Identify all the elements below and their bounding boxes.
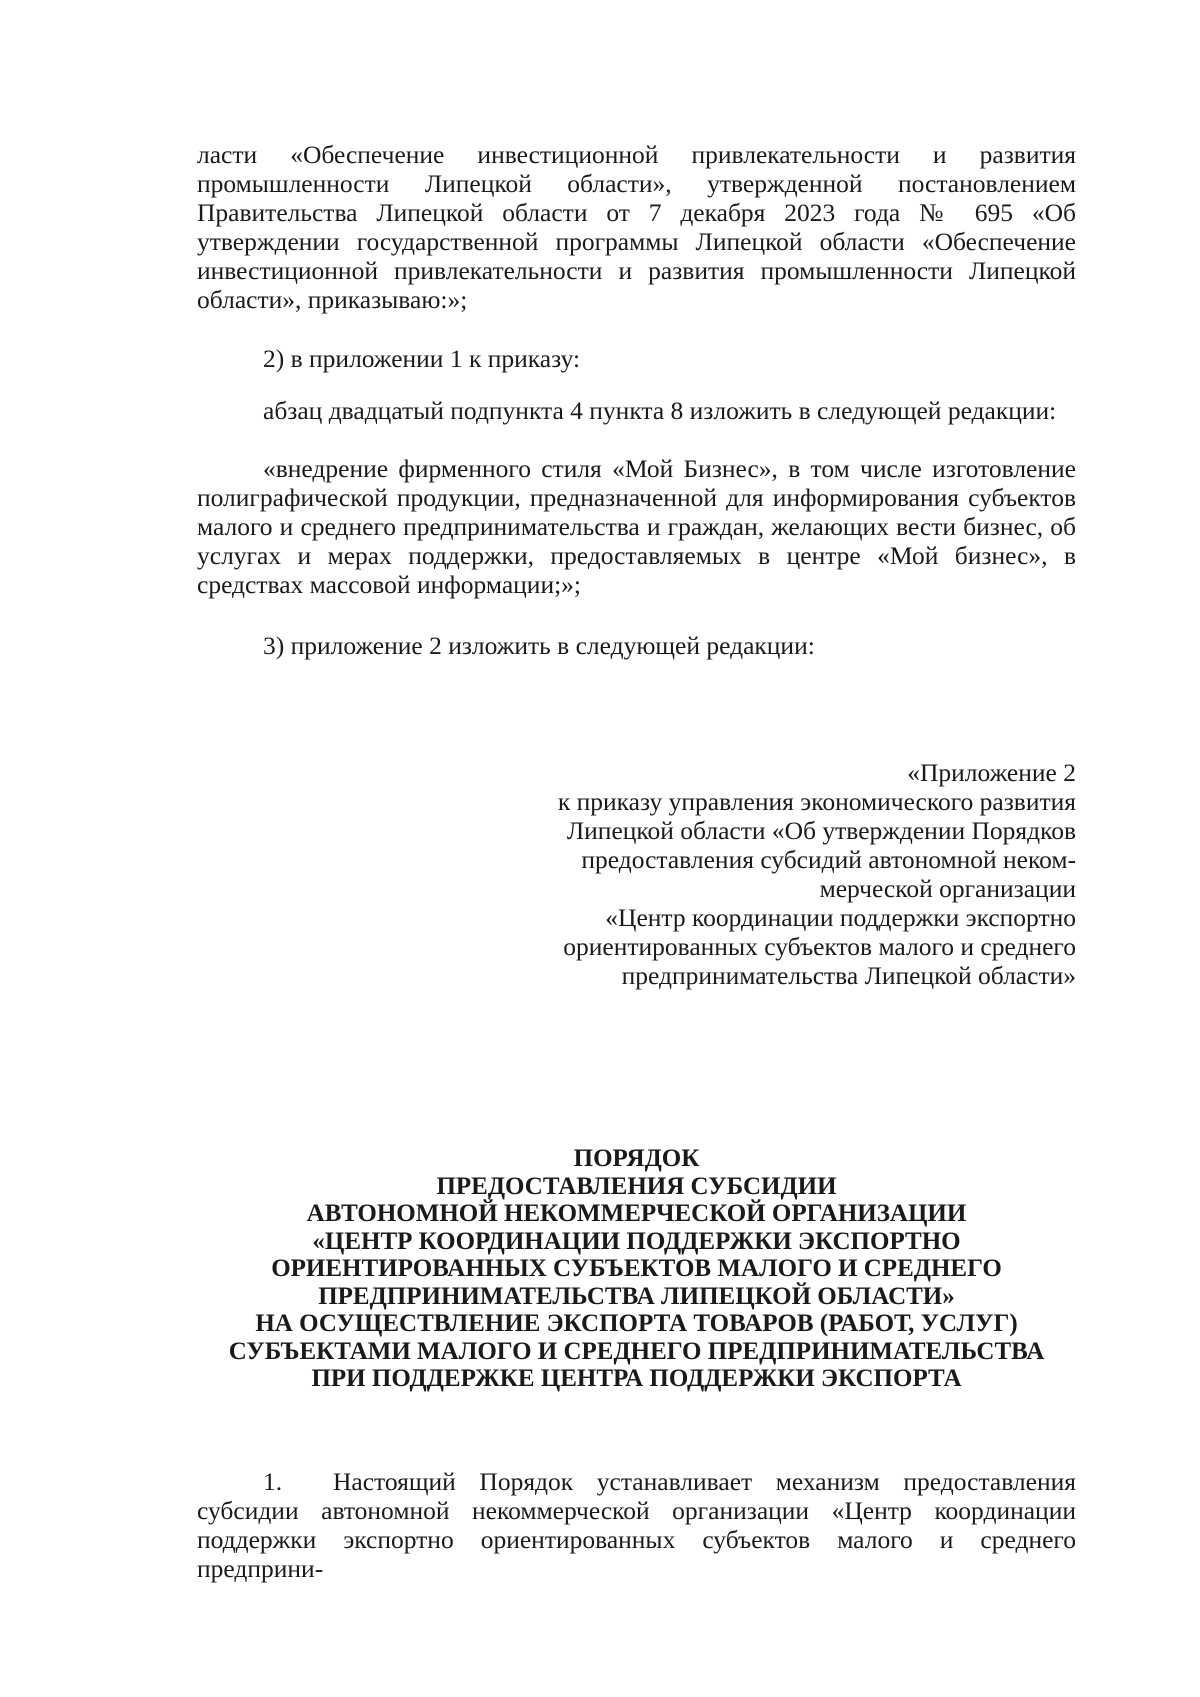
clause-1-number: 1. (263, 1467, 283, 1496)
clause-1-paragraph (197, 1467, 1076, 1583)
appendix-line: «Приложение 2 (907, 758, 1076, 787)
appendix-line: мерческой организации (819, 874, 1076, 903)
title-line: «ЦЕНТР КООРДИНАЦИИ ПОДДЕРЖКИ ЭКСПОРТНО (312, 1227, 961, 1255)
title-line: ПОРЯДОК (573, 1145, 700, 1172)
title-line: ПРИ ПОДДЕРЖКЕ ЦЕНТРА ПОДДЕРЖКИ ЭКСПОРТА (311, 1365, 962, 1392)
item-2-heading: 2) в приложении 1 к приказу: (263, 344, 581, 373)
title-line: СУБЪЕКТАМИ МАЛОГО И СРЕДНЕГО ПРЕДПРИНИМАТЕЛЬСТВА (228, 1337, 1045, 1365)
appendix-line: предоставления субсидий автономной неком- (581, 845, 1076, 874)
item-2-paragraph: абзац двадцатый подпункта 4 пункта 8 изложить в следующей редакции: (263, 396, 1057, 425)
appendix-line: «Центр координации поддержки экспортно (605, 903, 1076, 932)
clause-1-text: Настоящий Порядок устанавливает механизм предоставления субсидии автономной некоммерческой организации «Центр координации поддержки экспортно ориентированных субъектов малого и среднего предприни- (197, 1467, 1076, 1583)
item-2-quote: «внедрение фирменного стиля «Мой Бизнес», в том числе изготовление полиграфической продукции, предназначенной для информирования субъектов малого и среднего предпринимательства и граждан, желающих вести бизнес, об услугах и мерах поддержки, предоставляемых в центре «Мой бизнес», в средствах массовой информации;»; (197, 454, 1076, 599)
appendix-line: Липецкой области «Об утверждении Порядков (566, 816, 1076, 845)
appendix-line: ориентированных субъектов малого и среднего (563, 932, 1076, 961)
title-line: НА ОСУЩЕСТВЛЕНИЕ ЭКСПОРТА ТОВАРОВ (РАБОТ, УСЛУГ) (255, 1310, 1018, 1337)
intro-continuation-paragraph: ласти «Обеспечение инвестиционной привлекательности и развития промышленности Липецкой области», утвержденной постановлением Правительства Липецкой области от 7 декабря 2023 года № 695 «Об утверждении государственной программы Липецкой области «Обеспечение инвестиционной привлекательности и развития промышленности Липецкой области», приказываю:»; (197, 140, 1076, 314)
item-3-heading: 3) приложение 2 изложить в следующей редакции: (263, 631, 815, 660)
appendix-line: предпринимательства Липецкой области» (621, 961, 1076, 990)
title-line: ОРИЕНТИРОВАННЫХ СУБЪЕКТОВ МАЛОГО И СРЕДНЕГО (271, 1255, 1002, 1282)
title-line: ПРЕДПРИНИМАТЕЛЬСТВА ЛИПЕЦКОЙ ОБЛАСТИ» (318, 1282, 955, 1310)
appendix-header (500, 758, 1076, 990)
title-line: АВТОНОМНОЙ НЕКОММЕРЧЕСКОЙ ОРГАНИЗАЦИИ (306, 1200, 967, 1227)
appendix-line: к приказу управления экономического развития (557, 787, 1076, 816)
title-line: ПРЕДОСТАВЛЕНИЯ СУБСИДИИ (436, 1172, 837, 1200)
document-title (197, 1145, 1076, 1393)
